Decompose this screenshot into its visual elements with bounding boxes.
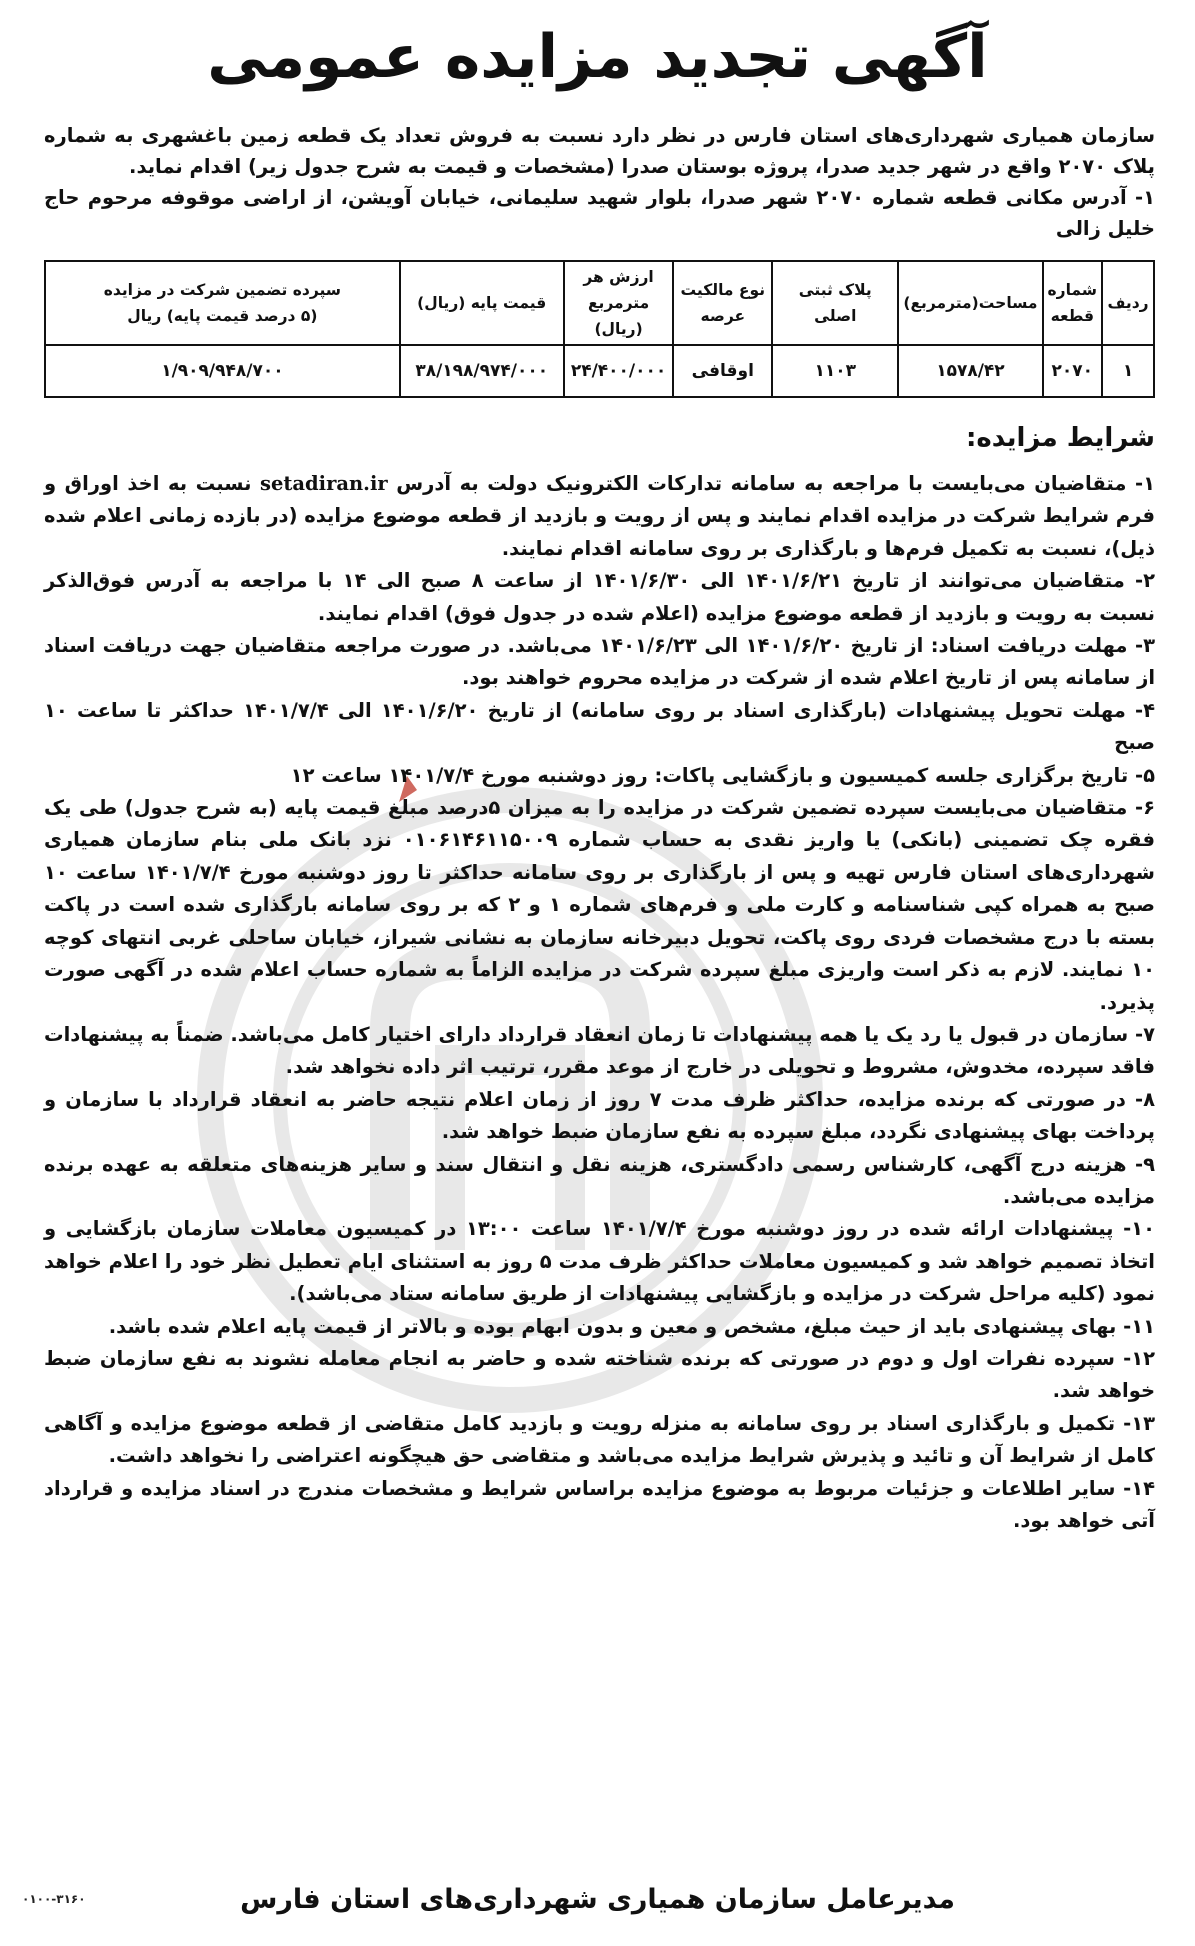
header-deposit-line2: (۵ درصد قیمت پایه) ریال xyxy=(127,307,318,325)
condition-6: ۶- متقاضیان می‌بایست سپرده تضمین شرکت در مزایده را به میزان ۵درصد مبلغ قیمت پایه (به شرح جدول) طی یک فقره چک تضمینی (بانکی) یا واریز نقدی به حساب شماره ۰۱۰۶۱۴۶۱۱۵۰۰۹ نزد بانک ملی بنام سازمان همیاری شهرداری‌های استان فارس تهیه و پس از بارگذاری بر روی سامانه حداکثر تا روز دوشنبه مورخ ۱۴۰۱/۷/۴ ساعت ۱۰ صبح به همراه کپی شناسنامه و کارت ملی و فرم‌های شماره ۱ و ۲ که بر روی سامانه بارگذاری شده است در پاکت بسته با درج مشخصات فردی روی پاکت، تحویل دبیرخانه سازمان به نشانی شیراز، خیابان ساحلی غربی انتهای کوچه ۱۰ نمایند. لازم به ذکر است واریزی مبلغ سپرده شرکت در مزایده الزاماً به شماره حساب اعلام شده در آگهی صورت پذیرد. xyxy=(44,796,1156,1014)
location-address: ۱- آدرس مکانی قطعه شماره ۲۰۷۰ شهر صدرا، بلوار شهید سلیمانی، خیابان آویشن، از اراضی موقوفه مرحوم حاج خلیل زالی xyxy=(44,186,1155,240)
condition-12: ۱۲- سپرده نفرات اول و دوم در صورتی که برنده شناخته شده و حاضر به انجام معامله نشوند به نفع سازمان ضبط خواهد شد. xyxy=(44,1346,1155,1403)
header-deposit-line1: سپرده تضمین شرکت در مزایده xyxy=(103,281,342,299)
condition-2: ۲- متقاضیان می‌توانند از تاریخ ۱۴۰۱/۶/۲۱ الی ۱۴۰۱/۶/۳۰ از ساعت ۸ صبح الی ۱۴ با مراجعه به آدرس فوق‌الذکر نسبت به رویت و بازدید از قطعه موضوع مزایده (اعلام شده در جدول فوق) اقدام نمایند. xyxy=(44,569,1156,625)
cell-base-price: ۳۸/۱۹۸/۹۷۴/۰۰۰ xyxy=(400,345,564,397)
lot-table xyxy=(44,260,1155,398)
condition-14: ۱۴- سایر اطلاعات و جزئیات مربوط به موضوع مزایده براساس شرایط و مشخصات مندرج در اسناد مزایده و قرارداد آتی خواهد بود. xyxy=(44,1476,1155,1532)
conditions-heading: شرایط مزایده: xyxy=(965,423,1155,453)
signature-line: مدیرعامل سازمان همیاری شهرداری‌های استان فارس xyxy=(240,1884,955,1915)
table-header-row xyxy=(45,261,1154,345)
header-price-line1: ارزش هر xyxy=(583,268,654,286)
condition-5: ۵- تاریخ برگزاری جلسه کمیسیون و بازگشایی پاکات: روز دوشنبه مورخ ۱۴۰۱/۷/۴ ساعت ۱۲ xyxy=(290,763,1155,787)
header-ownership-line2: عرصه xyxy=(700,307,746,325)
header-price-per-m2 xyxy=(564,261,674,345)
header-price-line2: مترمربع (ریال) xyxy=(587,294,650,338)
condition-4: ۴- مهلت تحویل پیشنهادات (بارگذاری اسناد بر روی سامانه) از تاریخ ۱۴۰۱/۶/۲۰ الی ۱۴۰۱/۷/۴ حداکثر تا ساعت ۱۰ صبح xyxy=(44,698,1155,755)
header-deposit xyxy=(45,261,400,345)
intro-block xyxy=(44,120,1155,244)
cell-registry-plate: ۱۱۰۳ xyxy=(772,345,898,397)
cell-area: ۱۵۷۸/۴۲ xyxy=(898,345,1042,397)
condition-10: ۱۰- پیشنهادات ارائه شده در روز دوشنبه مورخ ۱۴۰۱/۷/۴ ساعت ۱۳:۰۰ در کمیسیون معاملات سازمان بازگشایی و اتخاذ تصمیم خواهد شد و کمیسیون معاملات حداکثر ظرف مدت ۵ روز به استثنای ایام تعطیل نظر خود را اعلام خواهد نمود (کلیه مراحل شرکت در مزایده و بازگشایی پیشنهادات از طریق سامانه ستاد می‌باشد). xyxy=(44,1217,1155,1306)
condition-11: ۱۱- بهای پیشنهادی باید از حیث مبلغ، مشخص و معین و بدون ابهام بوده و بالاتر از قیمت پایه اعلام شده باشد. xyxy=(108,1314,1155,1338)
condition-9: ۹- هزینه درج آگهی، کارشناس رسمی دادگستری، هزینه نقل و انتقال سند و سایر هزینه‌های متعلقه به عهده برنده مزایده می‌باشد. xyxy=(44,1152,1155,1208)
condition-1-end: نسبت به اخذ اوراق و فرم شرایط شرکت در مزایده اقدام نمایند و پس از رویت و بازدید از قطعه موضوع مزایده (در بازده زمانی اعلام شده ذیل)، نسبت به تکمیل فرم‌ها و بارگذاری بر روی سامانه اقدام نمایند. xyxy=(44,472,1155,560)
notice-title: آگهی تجدید مزایده عمومی xyxy=(207,22,988,92)
table-row xyxy=(45,345,1154,397)
header-row-number: ردیف xyxy=(1102,261,1154,345)
conditions-list xyxy=(44,468,1155,1537)
condition-8: ۸- در صورتی که برنده مزایده، حداکثر ظرف مدت ۷ روز از زمان اعلام نتیجه حاضر به انعقاد قرارداد با سازمان و پرداخت بهای پیشنهادی نگردد، مبلغ سپرده به نفع سازمان ضبط خواهد شد. xyxy=(44,1087,1155,1144)
cell-ownership-type: اوقافی xyxy=(673,345,772,397)
setadiran-link[interactable]: setadiran.ir xyxy=(260,472,388,495)
cell-deposit: ۱/۹۰۹/۹۴۸/۷۰۰ xyxy=(45,345,400,397)
header-area: مساحت(مترمربع) xyxy=(898,261,1042,345)
intro-paragraph: سازمان همیاری شهرداری‌های استان فارس در نظر دارد نسبت به فروش تعداد یک قطعه زمین باغشهری به شماره پلاک ۲۰۷۰ واقع در شهر جدید صدرا، پروژه بوستان صدرا (مشخصات و قیمت به شرح جدول زیر) اقدام نماید. xyxy=(44,124,1155,178)
condition-3: ۳- مهلت دریافت اسناد: از تاریخ ۱۴۰۱/۶/۲۰ الی ۱۴۰۱/۶/۲۳ می‌باشد. در صورت مراجعه متقاضیان جهت دریافت اسناد از سامانه پس از تاریخ اعلام شده از شرکت در مزایده محروم خواهند بود. xyxy=(44,634,1155,690)
header-lot-number: شماره قطعه xyxy=(1043,261,1103,345)
condition-1-start: ۱- متقاضیان می‌بایست با مراجعه به سامانه تدارکات الکترونیک دولت به آدرس xyxy=(396,472,1155,495)
condition-1 xyxy=(44,468,1155,565)
cell-lot-number: ۲۰۷۰ xyxy=(1043,345,1103,397)
header-ownership-line1: نوع مالکیت xyxy=(680,281,766,299)
header-ownership-type xyxy=(673,261,772,345)
cell-price-per-m2: ۲۴/۴۰۰/۰۰۰ xyxy=(564,345,674,397)
notice-code: ۰۱۰۰-۳۱۶۰ xyxy=(22,1892,86,1906)
header-registry-plate: پلاک ثبتی اصلی xyxy=(772,261,898,345)
condition-13: ۱۳- تکمیل و بارگذاری اسناد بر روی سامانه به منزله رویت و بازدید کامل متقاضی از قطعه موضوع مزایده و آگاهی کامل از شرایط آن و تائید و پذیرش شرایط مزایده می‌باشد و متقاضی حق هیچگونه اعتراضی را نخواهد داشت. xyxy=(44,1411,1155,1468)
cell-row-number: ۱ xyxy=(1102,345,1154,397)
header-base-price: قیمت پایه (ریال) xyxy=(400,261,564,345)
condition-7: ۷- سازمان در قبول یا رد یک یا همه پیشنهادات تا زمان انعقاد قرارداد دارای اختیار کامل می‌باشد. ضمناً به پیشنهادات فاقد سپرده، مخدوش، مشروط و تحویلی در خارج از موعد مقرر، ترتیب اثر داده نخواهد شد. xyxy=(44,1022,1155,1079)
